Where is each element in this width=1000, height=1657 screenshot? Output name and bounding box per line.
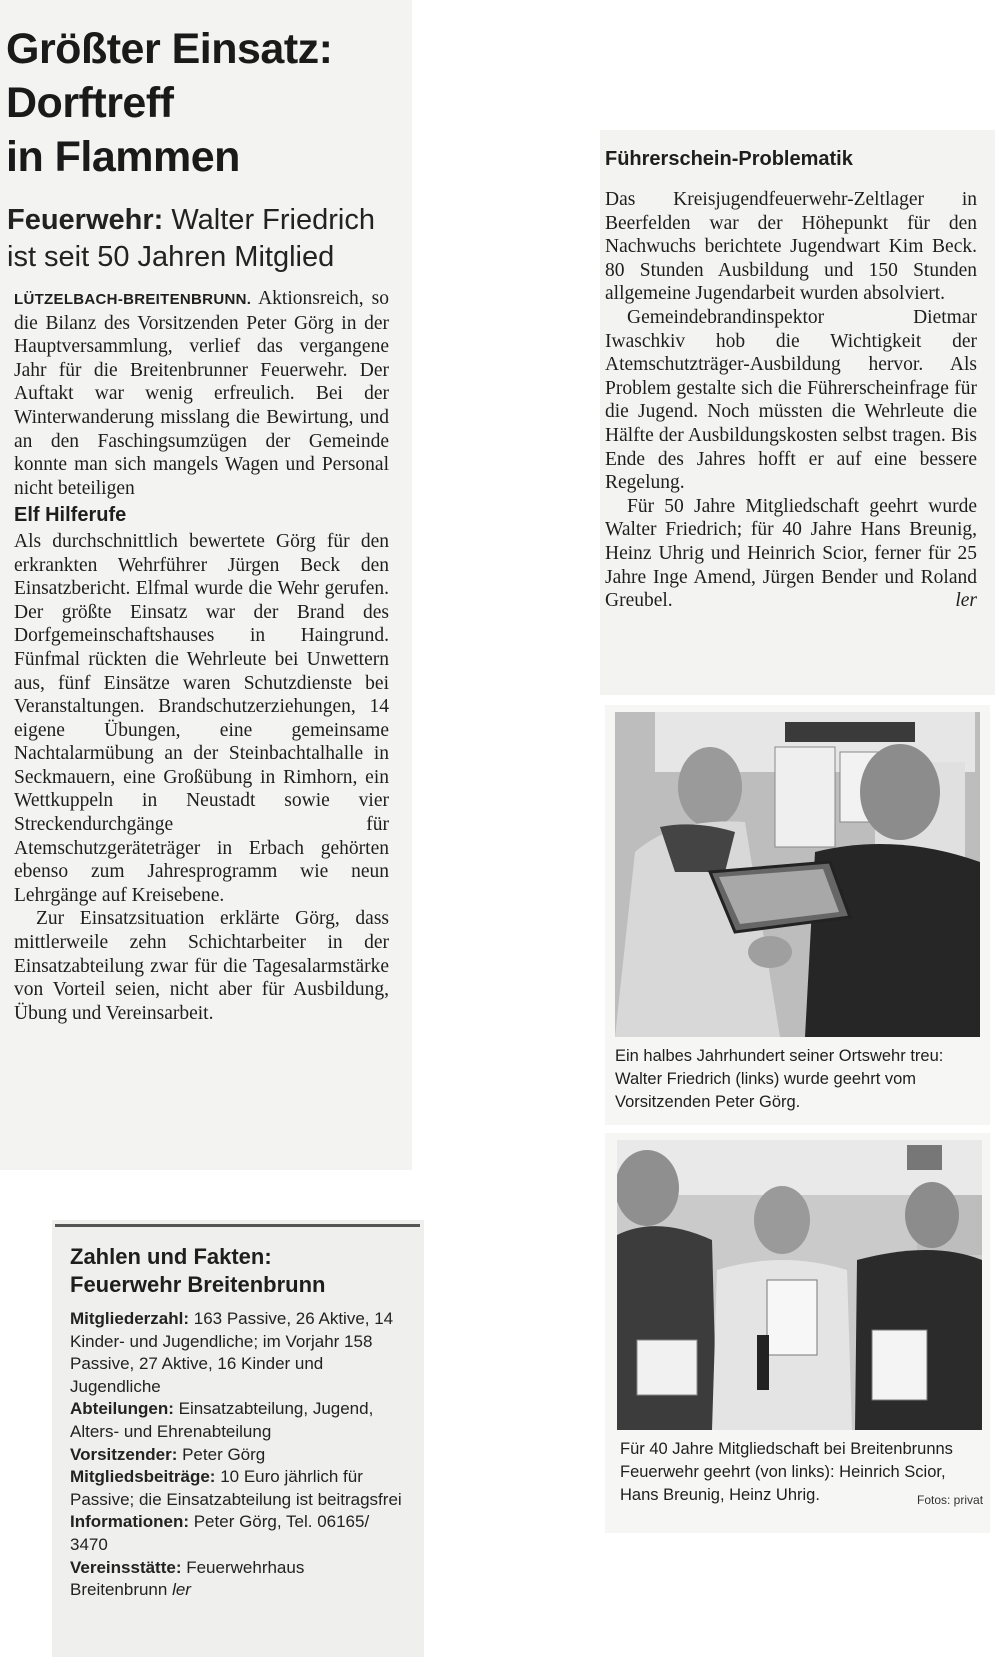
fact-label: Vorsitzender: <box>70 1444 178 1464</box>
fact-text: 163 Passive, 26 Aktive, 14 Kinder- und Jugendliche; im Vorjahr 158 Passive, 27 Aktive, 16 Kinder und Jugendliche <box>70 1309 394 1396</box>
fact-label: Informationen: <box>70 1512 189 1532</box>
fact-item <box>70 1398 405 1443</box>
fact-text: Einsatzabteilung, Jugend, Alters- und Ehrenabteilung <box>70 1399 374 1441</box>
fact-label: Mitgliederzahl: <box>70 1309 190 1328</box>
fact-item <box>70 1444 405 1467</box>
fact-text: 10 Euro jährlich für Passive; die Einsatzabteilung ist beitragsfrei <box>70 1467 402 1509</box>
factbox-title-line-1: Zahlen und Fakten: <box>70 1244 272 1269</box>
fact-item <box>70 1466 405 1511</box>
dateline: LÜTZELBACH-BREITENBRUNN. <box>14 291 252 308</box>
photo-2-image <box>617 1140 982 1430</box>
photo-2-caption: Für 40 Jahre Mitgliedschaft bei Breitenbrunns Feuerwehr geehrt (von links): Heinrich Scior, Hans Breunig, Heinz Uhrig. <box>620 1440 953 1504</box>
fact-item <box>70 1511 405 1556</box>
paragraph-3: Zur Einsatzsituation erklärte Görg, dass mittlerweile zehn Schichtarbeiter in der Einsatzabteilung zwar für die Tagesalarmstärke von Vorteil seien, nicht aber für Ausbildung, Übung und Vereinsarbeit. <box>14 908 389 1024</box>
fact-label: Mitgliedsbeiträge: <box>70 1467 216 1487</box>
headline-line-2: Dorftreff <box>6 79 174 127</box>
photo-honoring-40-years <box>617 1140 982 1430</box>
headline <box>6 22 406 184</box>
photo-credit: Fotos: privat <box>917 1493 984 1507</box>
paragraph-2: Als durchschnittlich bewertete Görg für den erkrankten Wehrführer Jürgen Beck den Einsatzbericht. Elfmal wurde die Wehr gerufen. Der größte Einsatz war der Brand des Dorfgemeinschaftshauses in Haingrund. Fünfmal rückten die Wehrleute bei Unwettern aus, fünf Einsätze waren Schutzdienste bei Veranstaltungen. Brandschutzerziehungen, 14 eigene Übungen, eine gemeinsame Nachtalarmübung an der Steinbachtalhalle in Seckmauern, eine Großübung in Rimhorn, ein Wettkuppeln in Neustadt sowie vier Streckendurchgänge für Atemschutzgeräteträger in Erbach gehörten ebenso zum Jahresprogramm wie neun Lehrgänge auf Kreisebene. <box>14 530 389 906</box>
paragraph-4: Das Kreisjugendfeuerwehr-Zeltlager in Beerfelden war der Höhepunkt für den Nachwuchs berichtete Jugendwart Kim Beck. 80 Stunden Ausbildung und 150 Stunden allgemeine Jugendarbeit wurden absolviert. <box>605 189 977 305</box>
headline-line-3: in Flammen <box>6 133 240 181</box>
fact-text: Peter Görg, Tel. 06165/ 3470 <box>70 1512 370 1554</box>
factbox-body <box>70 1308 405 1602</box>
paragraph-1-text: Aktionsreich, so die Bilanz des Vorsitzenden Peter Görg in der Hauptversammlung, verlief das vergangene Jahr für die Breitenbrunner Feuerwehr. Der Auftakt war wenig erfreulich. Bei der Winterwanderung misslang die Bewirtung, und an den Faschingsumzügen der Gemeinde konnte man sich mangels Wagen und Personal nicht beteiligen <box>14 288 389 499</box>
paragraph-6 <box>605 495 977 613</box>
fact-text: Peter Görg <box>177 1444 266 1464</box>
article-body-left <box>14 287 389 1025</box>
fact-item <box>70 1308 405 1398</box>
factbox-author: ler <box>172 1580 191 1600</box>
paragraph-5: Gemeindebrandinspektor Dietmar Iwaschkiv hob die Wichtigkeit der Atemschutzträger-Ausbildung hervor. Als Problem gestalte sich die Führerscheinfrage für die Jugend. Noch müssten die Wehrleute die Hälfte der Ausbildungskosten selbst tragen. Bis Ende des Jahres hofft er auf eine bessere Regelung. <box>605 306 977 494</box>
paragraph-6-text: Für 50 Jahre Mitgliedschaft geehrt wurde Walter Friedrich; für 40 Jahre Hans Breunig, Heinz Uhrig und Heinrich Scior, ferner für 25 Jahre Inge Amend, Jürgen Bender und Roland Greubel. <box>605 495 977 612</box>
headline-line-1: Größter Einsatz: <box>6 25 333 73</box>
section-heading-elf-hilferufe: Elf Hilferufe <box>14 504 127 527</box>
photo-1-caption: Ein halbes Jahrhundert seiner Ortswehr treu: Walter Friedrich (links) wurde geehrt vom Vorsitzenden Peter Görg. <box>615 1047 944 1111</box>
subhead-text: Walter Friedrich ist seit 50 Jahren Mitglied <box>7 204 375 273</box>
paragraph-1 <box>14 287 389 500</box>
subheadline <box>7 202 397 276</box>
photo-1-image <box>615 712 980 1037</box>
fact-item <box>70 1557 405 1602</box>
factbox-top-rule <box>55 1224 420 1227</box>
fact-label: Abteilungen: <box>70 1399 174 1419</box>
fact-label: Vereinsstätte: <box>70 1557 182 1577</box>
section-heading-fuehrerschein: Führerschein-Problematik <box>605 148 853 170</box>
article-body-right <box>605 188 977 613</box>
subhead-label: Feuerwehr: <box>7 204 164 236</box>
fact-text: Feuerwehrhaus Breitenbrunn <box>70 1557 305 1600</box>
factbox-title <box>70 1243 420 1299</box>
factbox-title-line-2: Feuerwehr Breitenbrunn <box>70 1272 326 1297</box>
author-initials: ler <box>955 590 977 612</box>
photo-honoring-walter-friedrich <box>615 712 980 1037</box>
